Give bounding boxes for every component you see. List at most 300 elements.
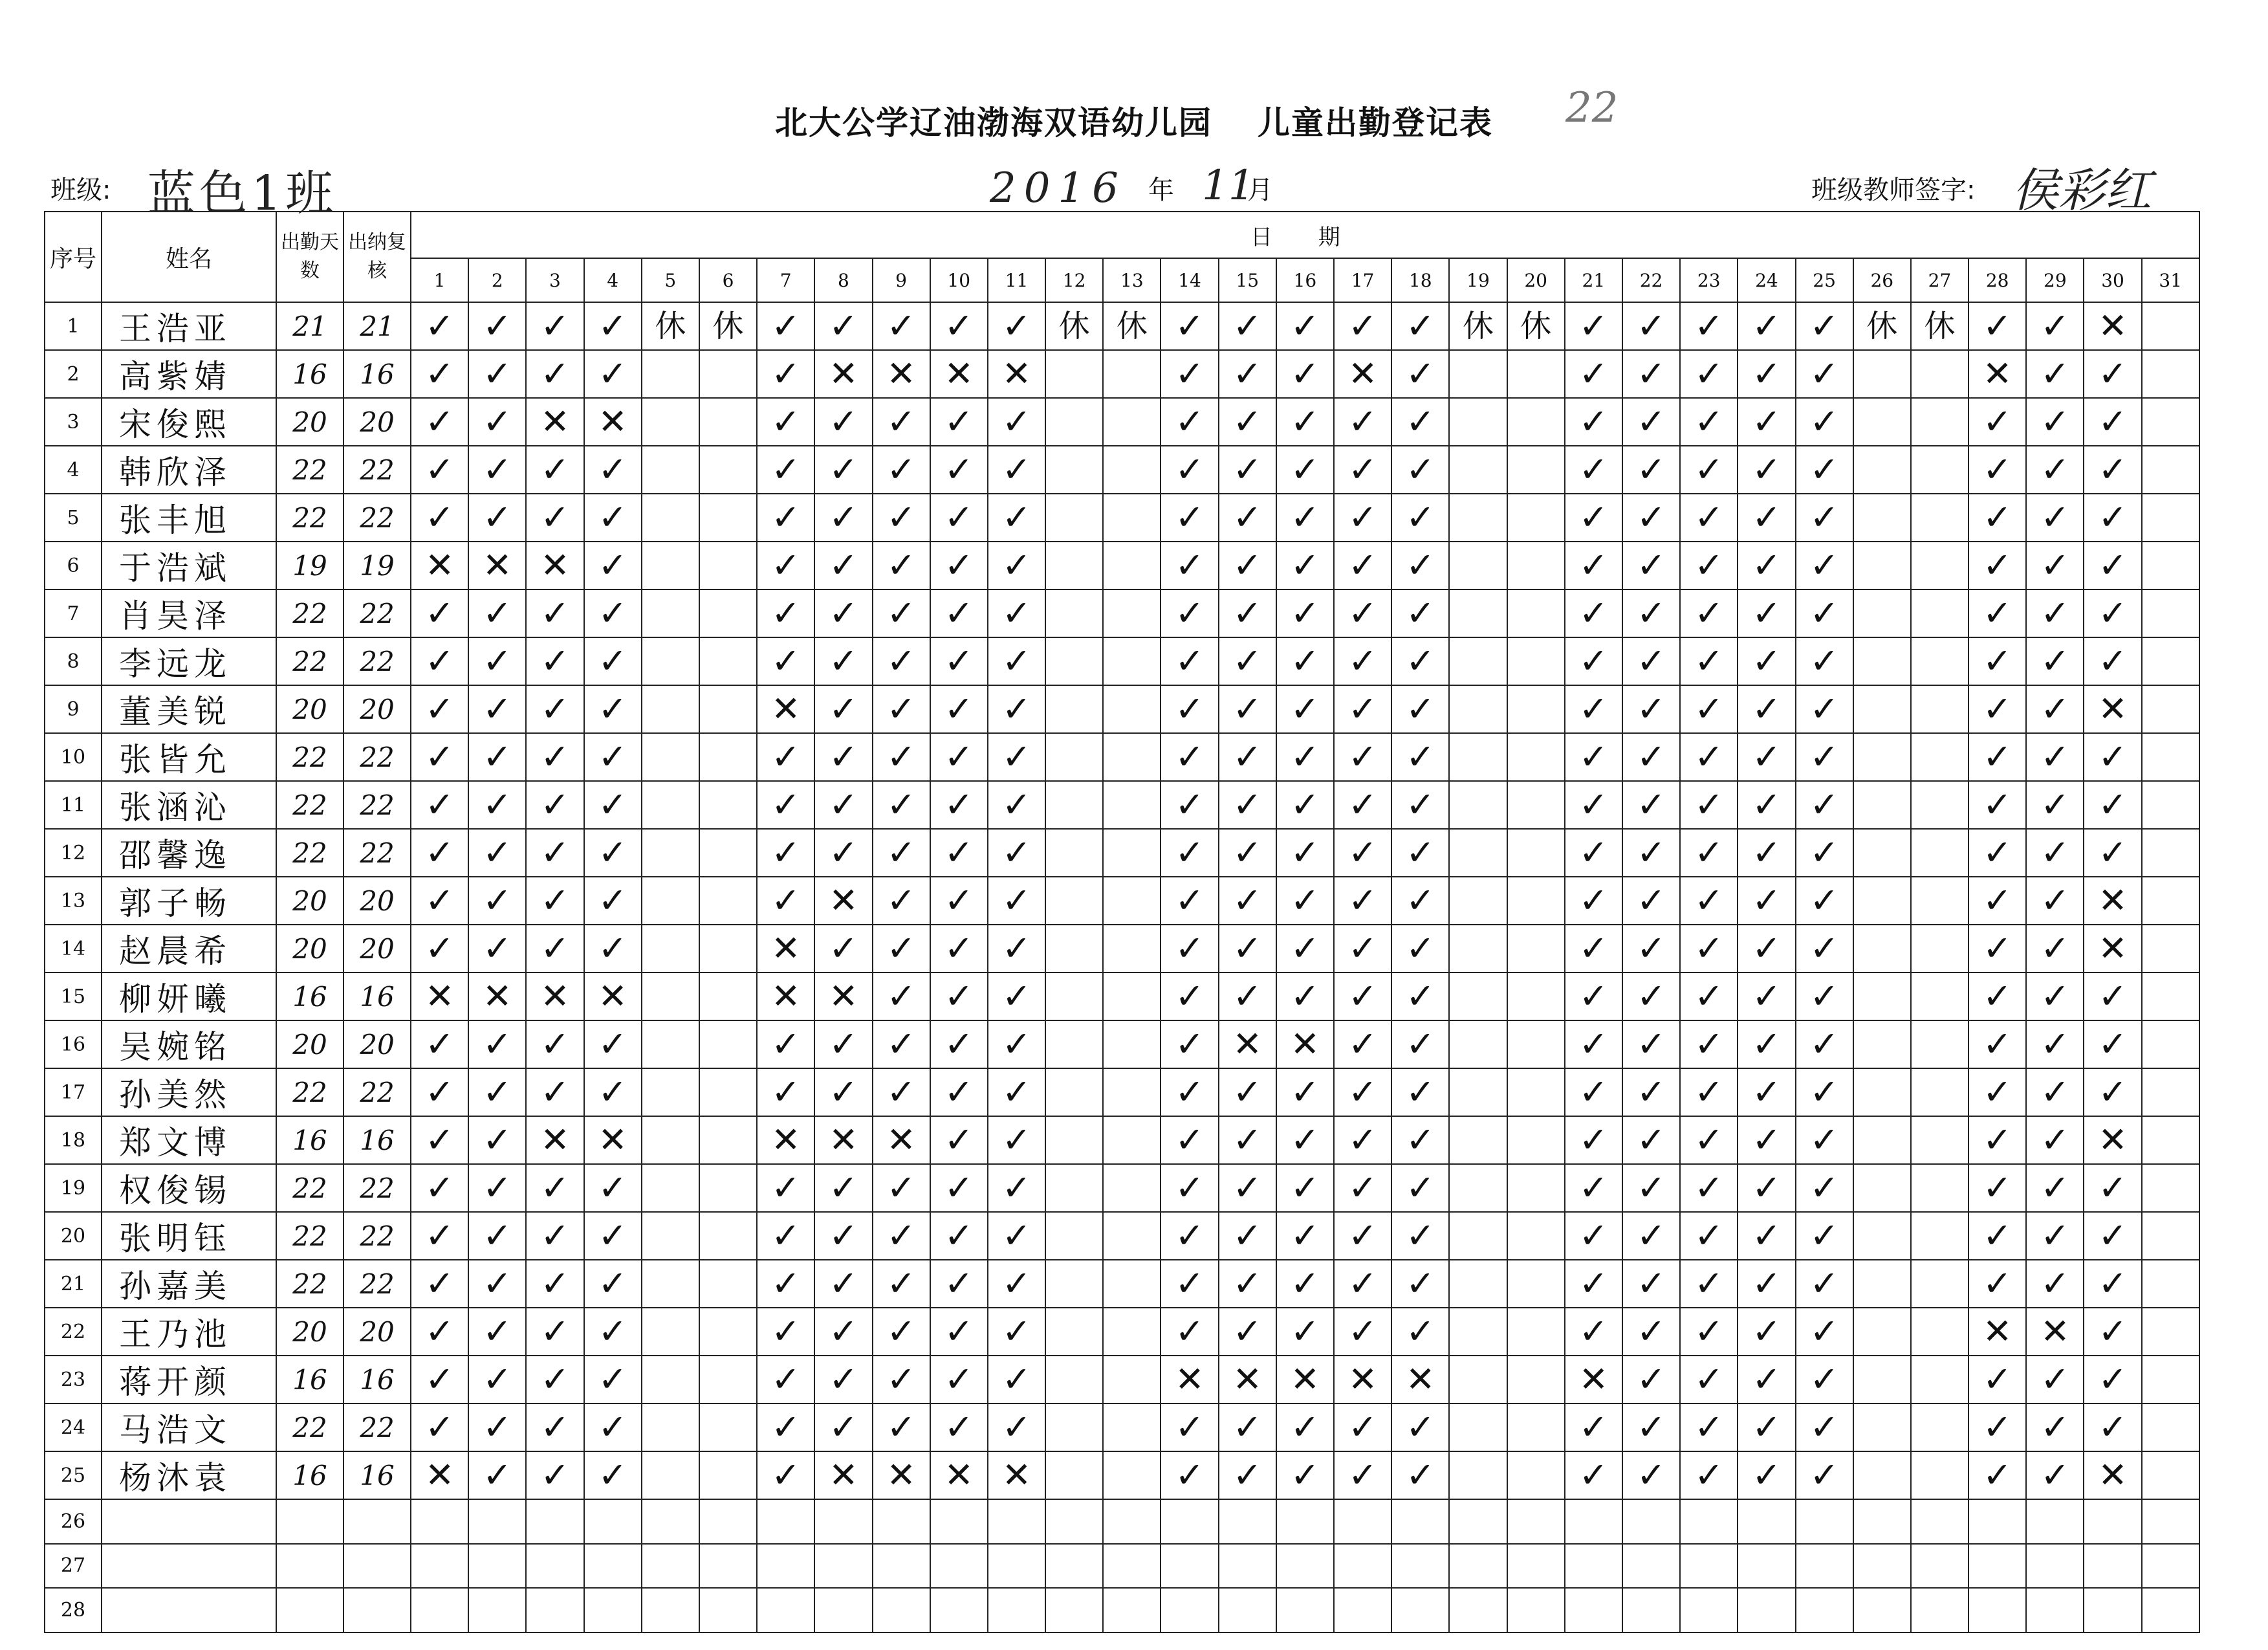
present-mark: ✓ [1738,1451,1795,1499]
day-header: 29 [2026,258,2084,302]
empty-cell [757,1544,814,1589]
present-mark: ✓ [1276,302,1334,350]
present-mark: ✓ [1622,1260,1680,1308]
empty-cell [1045,1020,1103,1068]
col-name: 姓名 [102,212,276,302]
empty-cell [1507,1116,1565,1164]
empty-cell [1853,973,1911,1020]
empty-cell [2142,398,2199,446]
present-mark: ✓ [411,1403,468,1451]
present-mark: ✓ [1738,877,1795,925]
empty-cell [1680,1588,1738,1633]
empty-cell [1045,1260,1103,1308]
present-mark: ✓ [1796,877,1853,925]
empty-cell [1103,973,1161,1020]
empty-cell [1103,1212,1161,1260]
present-mark: ✓ [411,1308,468,1356]
empty-cell [699,1164,757,1212]
present-mark: ✓ [1680,1116,1738,1164]
absent-mark: ✕ [814,1116,872,1164]
empty-cell [873,1499,930,1544]
empty-cell [411,1499,468,1544]
empty-cell [699,1116,757,1164]
rest-mark: 休 [1045,302,1103,350]
empty-cell [1045,637,1103,685]
empty-cell [1853,446,1911,494]
day-header: 15 [1219,258,1276,302]
empty-cell [1045,1116,1103,1164]
row-index: 23 [45,1356,102,1403]
present-mark: ✓ [411,302,468,350]
empty-cell [873,1544,930,1589]
present-mark: ✓ [468,494,526,542]
present-mark: ✓ [2084,1356,2141,1403]
present-mark: ✓ [1565,1068,1622,1116]
attendance-days: 20 [276,398,343,446]
row-index: 16 [45,1020,102,1068]
present-mark: ✓ [2084,398,2141,446]
present-mark: ✓ [2084,973,2141,1020]
present-mark: ✓ [1796,398,1853,446]
empty-cell [1449,1588,1507,1633]
attendance-days: 21 [276,302,343,350]
absent-mark: ✕ [526,1116,583,1164]
present-mark: ✓ [1391,637,1449,685]
empty-cell [1045,1544,1103,1589]
day-header: 17 [1334,258,1391,302]
empty-cell [1045,1451,1103,1499]
month-label: 月 [1247,175,1273,205]
present-mark: ✓ [757,733,814,781]
empty-cell [1103,733,1161,781]
present-mark: ✓ [1276,589,1334,637]
empty-cell [1853,350,1911,398]
present-mark: ✓ [1391,1451,1449,1499]
day-header: 18 [1391,258,1449,302]
present-mark: ✓ [1680,1356,1738,1403]
attendance-days: 22 [276,1164,343,1212]
present-mark: ✓ [988,1068,1045,1116]
empty-cell [1449,1116,1507,1164]
empty-cell [1680,1544,1738,1589]
empty-cell [1853,637,1911,685]
present-mark: ✓ [411,589,468,637]
present-mark: ✓ [930,781,988,829]
empty-cell [814,1588,872,1633]
present-mark: ✓ [930,1308,988,1356]
present-mark: ✓ [814,1260,872,1308]
empty-cell [1045,1588,1103,1633]
present-mark: ✓ [757,446,814,494]
present-mark: ✓ [1334,446,1391,494]
absent-mark: ✕ [411,542,468,589]
present-mark: ✓ [526,1356,583,1403]
present-mark: ✓ [873,398,930,446]
empty-cell [1911,350,1968,398]
present-mark: ✓ [468,1451,526,1499]
table-row [45,973,2199,1020]
col-attendance-days: 出勤天数 [276,212,343,302]
present-mark: ✓ [1796,1356,1853,1403]
present-mark: ✓ [1622,398,1680,446]
empty-cell [1853,1403,1911,1451]
present-mark: ✓ [1565,398,1622,446]
present-mark: ✓ [1334,685,1391,733]
present-mark: ✓ [873,1260,930,1308]
row-index: 12 [45,829,102,877]
table-row [45,1451,2199,1499]
present-mark: ✓ [468,877,526,925]
empty-cell [1103,925,1161,973]
empty-cell [1103,589,1161,637]
present-mark: ✓ [988,1356,1045,1403]
empty-cell [1622,1588,1680,1633]
present-mark: ✓ [1796,494,1853,542]
day-header: 4 [584,258,642,302]
absent-mark: ✕ [2084,1451,2141,1499]
present-mark: ✓ [1219,1308,1276,1356]
empty-cell [2142,1403,2199,1451]
empty-cell [1334,1499,1391,1544]
absent-mark: ✕ [1276,1020,1334,1068]
empty-cell [642,829,699,877]
present-mark: ✓ [757,781,814,829]
present-mark: ✓ [873,829,930,877]
present-mark: ✓ [1161,589,1218,637]
present-mark: ✓ [814,781,872,829]
present-mark: ✓ [1968,1403,2026,1451]
present-mark: ✓ [411,925,468,973]
row-index: 25 [45,1451,102,1499]
present-mark: ✓ [1796,542,1853,589]
present-mark: ✓ [930,494,988,542]
present-mark: ✓ [1622,925,1680,973]
student-name: 肖昊泽 [102,589,276,637]
table-row [45,1068,2199,1116]
absent-mark: ✕ [2084,925,2141,973]
present-mark: ✓ [1219,398,1276,446]
present-mark: ✓ [1276,1116,1334,1164]
row-index: 1 [45,302,102,350]
present-mark: ✓ [1796,350,1853,398]
empty-cell [642,494,699,542]
present-mark: ✓ [873,637,930,685]
empty-cell [2142,1116,2199,1164]
day-header: 26 [1853,258,1911,302]
attendance-table [44,211,2200,1633]
present-mark: ✓ [1796,1212,1853,1260]
present-mark: ✓ [930,685,988,733]
student-name: 于浩斌 [102,542,276,589]
day-header: 25 [1796,258,1853,302]
present-mark: ✓ [1334,542,1391,589]
empty-cell [1045,1212,1103,1260]
empty-cell [814,1544,872,1589]
present-mark: ✓ [1680,398,1738,446]
present-mark: ✓ [757,1068,814,1116]
present-mark: ✓ [411,637,468,685]
empty-cell [1911,1588,1968,1633]
present-mark: ✓ [1968,733,2026,781]
row-index: 6 [45,542,102,589]
empty-cell [1045,877,1103,925]
empty-cell [2142,542,2199,589]
empty-cell [699,1212,757,1260]
present-mark: ✓ [2026,1020,2084,1068]
empty-cell [930,1588,988,1633]
present-mark: ✓ [1276,829,1334,877]
present-mark: ✓ [1219,925,1276,973]
present-mark: ✓ [1276,973,1334,1020]
empty-cell [1738,1499,1795,1544]
present-mark: ✓ [1622,637,1680,685]
present-mark: ✓ [1391,829,1449,877]
present-mark: ✓ [1622,1164,1680,1212]
empty-cell [1911,1212,1968,1260]
empty-cell [988,1544,1045,1589]
review-days: 19 [343,542,411,589]
empty-cell [2142,589,2199,637]
present-mark: ✓ [1968,925,2026,973]
present-mark: ✓ [1565,973,1622,1020]
present-mark: ✓ [1219,1260,1276,1308]
present-mark: ✓ [2026,542,2084,589]
empty-cell [2142,1544,2199,1589]
empty-cell [526,1544,583,1589]
present-mark: ✓ [1968,542,2026,589]
student-name: 邵馨逸 [102,829,276,877]
review-days: 20 [343,398,411,446]
present-mark: ✓ [584,925,642,973]
empty-cell [1911,1020,1968,1068]
present-mark: ✓ [1738,1260,1795,1308]
empty-cell [699,350,757,398]
present-mark: ✓ [1219,350,1276,398]
present-mark: ✓ [1968,1451,2026,1499]
present-mark: ✓ [1391,350,1449,398]
present-mark: ✓ [526,925,583,973]
present-mark: ✓ [757,398,814,446]
present-mark: ✓ [988,494,1045,542]
present-mark: ✓ [1219,1116,1276,1164]
present-mark: ✓ [411,494,468,542]
present-mark: ✓ [1680,350,1738,398]
review-days: 22 [343,446,411,494]
present-mark: ✓ [1161,1403,1218,1451]
empty-cell [2142,1356,2199,1403]
present-mark: ✓ [1796,733,1853,781]
empty-cell [814,1499,872,1544]
empty-cell [2142,877,2199,925]
review-days: 22 [343,637,411,685]
review-days: 20 [343,877,411,925]
present-mark: ✓ [1680,1164,1738,1212]
present-mark: ✓ [1334,398,1391,446]
empty-cell [1911,1356,1968,1403]
empty-cell [1911,733,1968,781]
present-mark: ✓ [1622,542,1680,589]
present-mark: ✓ [2026,1164,2084,1212]
empty-cell [699,1544,757,1589]
present-mark: ✓ [1680,877,1738,925]
present-mark: ✓ [1738,1308,1795,1356]
empty-cell [1507,1499,1565,1544]
empty-cell [1449,877,1507,925]
absent-mark: ✕ [757,925,814,973]
empty-cell [2142,973,2199,1020]
present-mark: ✓ [1680,1403,1738,1451]
empty-cell [1045,925,1103,973]
present-mark: ✓ [930,1020,988,1068]
empty-cell [1449,542,1507,589]
present-mark: ✓ [1622,1020,1680,1068]
empty-cell [1507,877,1565,925]
empty-cell [1565,1499,1622,1544]
empty-cell [1507,1544,1565,1589]
empty-cell [1045,350,1103,398]
present-mark: ✓ [814,446,872,494]
absent-mark: ✕ [584,1116,642,1164]
present-mark: ✓ [1161,733,1218,781]
present-mark: ✓ [1161,925,1218,973]
empty-cell [1853,925,1911,973]
present-mark: ✓ [1219,1068,1276,1116]
empty-cell [1507,1308,1565,1356]
day-header: 2 [468,258,526,302]
col-dates: 日 期 [411,212,2199,258]
empty-cell [1161,1544,1218,1589]
empty-cell [1449,1451,1507,1499]
empty-cell [873,1588,930,1633]
present-mark: ✓ [1968,302,2026,350]
review-days: 22 [343,589,411,637]
empty-cell [1045,446,1103,494]
present-mark: ✓ [930,733,988,781]
absent-mark: ✕ [814,1451,872,1499]
empty-cell [2142,1308,2199,1356]
row-index: 9 [45,685,102,733]
empty-cell [1853,733,1911,781]
empty-cell [1911,1499,1968,1544]
present-mark: ✓ [1796,973,1853,1020]
row-index: 4 [45,446,102,494]
present-mark: ✓ [1738,925,1795,973]
empty-cell [1449,925,1507,973]
present-mark: ✓ [1565,1260,1622,1308]
empty-cell [1911,1260,1968,1308]
empty-cell [1103,1544,1161,1589]
empty-cell [699,973,757,1020]
empty-cell [1911,829,1968,877]
present-mark: ✓ [1565,781,1622,829]
empty-cell [1334,1544,1391,1589]
present-mark: ✓ [1622,1212,1680,1260]
present-mark: ✓ [1161,1451,1218,1499]
empty-cell [1911,1544,1968,1589]
present-mark: ✓ [1219,637,1276,685]
absent-mark: ✕ [2026,1308,2084,1356]
present-mark: ✓ [814,685,872,733]
empty-cell [1853,1164,1911,1212]
review-days [343,1588,411,1633]
row-index: 3 [45,398,102,446]
present-mark: ✓ [2084,350,2141,398]
present-mark: ✓ [988,685,1045,733]
present-mark: ✓ [930,1212,988,1260]
day-header: 11 [988,258,1045,302]
present-mark: ✓ [2084,494,2141,542]
review-days: 16 [343,1356,411,1403]
present-mark: ✓ [2026,877,2084,925]
present-mark: ✓ [1622,1451,1680,1499]
present-mark: ✓ [1968,446,2026,494]
day-header: 12 [1045,258,1103,302]
present-mark: ✓ [411,829,468,877]
empty-cell [1853,1451,1911,1499]
absent-mark: ✕ [2084,685,2141,733]
present-mark: ✓ [1565,1403,1622,1451]
empty-cell [1911,1451,1968,1499]
table-row [45,685,2199,733]
present-mark: ✓ [1565,733,1622,781]
absent-mark: ✕ [2084,877,2141,925]
present-mark: ✓ [468,733,526,781]
empty-cell [1219,1588,1276,1633]
empty-cell [1103,1308,1161,1356]
empty-cell [642,1544,699,1589]
review-days: 16 [343,973,411,1020]
present-mark: ✓ [2084,542,2141,589]
student-name [102,1588,276,1633]
absent-mark: ✕ [526,542,583,589]
present-mark: ✓ [1565,829,1622,877]
empty-cell [1911,1403,1968,1451]
month-value: 11 [1202,162,1255,210]
absent-mark: ✕ [873,350,930,398]
present-mark: ✓ [873,494,930,542]
empty-cell [1911,1068,1968,1116]
present-mark: ✓ [1796,1020,1853,1068]
present-mark: ✓ [1622,733,1680,781]
attendance-days: 22 [276,637,343,685]
present-mark: ✓ [1565,637,1622,685]
empty-cell [1103,637,1161,685]
present-mark: ✓ [988,973,1045,1020]
attendance-days: 22 [276,589,343,637]
row-index: 21 [45,1260,102,1308]
form-title [0,97,2268,144]
present-mark: ✓ [2026,1451,2084,1499]
present-mark: ✓ [1565,1451,1622,1499]
present-mark: ✓ [873,1164,930,1212]
present-mark: ✓ [2084,1020,2141,1068]
attendance-days: 22 [276,494,343,542]
present-mark: ✓ [814,1068,872,1116]
empty-cell [1680,1499,1738,1544]
review-days: 16 [343,1116,411,1164]
present-mark: ✓ [1219,302,1276,350]
present-mark: ✓ [1334,1116,1391,1164]
present-mark: ✓ [1680,973,1738,1020]
present-mark: ✓ [2026,494,2084,542]
present-mark: ✓ [757,589,814,637]
present-mark: ✓ [1680,1068,1738,1116]
absent-mark: ✕ [873,1116,930,1164]
review-days: 16 [343,1451,411,1499]
empty-cell [1449,1544,1507,1589]
present-mark: ✓ [873,781,930,829]
present-mark: ✓ [468,1164,526,1212]
